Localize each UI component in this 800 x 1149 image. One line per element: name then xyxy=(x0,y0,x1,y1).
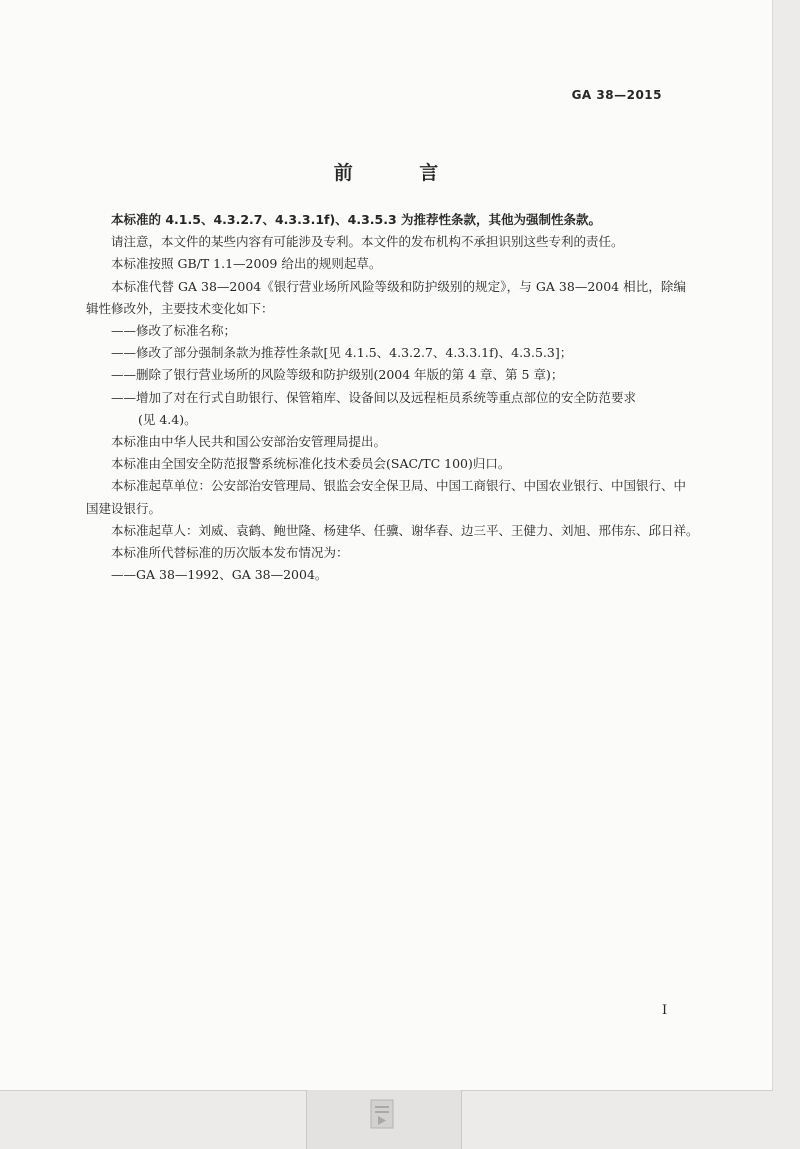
paragraph-proposer: 本标准由中华人民共和国公安部治安管理局提出。 xyxy=(111,434,387,450)
list-item-change-1: ——修改了标准名称； xyxy=(111,323,237,339)
paragraph-drafting-units: 本标准起草单位：公安部治安管理局、银监会安全保卫局、中国工商银行、中国农业银行、中国银行、中国建设银行。 xyxy=(86,478,687,516)
paragraph-drafting-rules: 本标准按照 GB/T 1.1—2009 给出的规则起草。 xyxy=(111,256,382,272)
list-item-change-4: ——增加了对在行式自助银行、保管箱库、设备间以及远程柜员系统等重点部位的安全防范要求 xyxy=(111,389,637,405)
list-item-change-4-continued: (见 4.4)。 xyxy=(138,411,197,427)
document-icon xyxy=(365,1096,401,1132)
page-title: 前 言 xyxy=(333,162,469,184)
paragraph-drafters: 本标准起草人：刘威、袁鹤、鲍世隆、杨建华、任骥、谢华春、边三平、王健力、刘旭、邢伟东、邱日祥。 xyxy=(111,522,699,538)
document-body xyxy=(86,209,699,586)
paragraph-patent-notice: 请注意，本文件的某些内容有可能涉及专利。本文件的发布机构不承担识别这些专利的责任。 xyxy=(111,234,624,250)
standard-number: GA 38—2015 xyxy=(571,88,662,102)
paragraph-replacement: 本标准代替 GA 38—2004《银行营业场所风险等级和防护级别的规定》，与 GA 38—2004 相比，除编辑性修改外，主要技术变化如下： xyxy=(86,278,686,316)
paragraph-committee: 本标准由全国安全防范报警系统标准化技术委员会(SAC/TC 100)归口。 xyxy=(111,456,511,472)
paragraph-recommended-clauses: 本标准的 4.1.5、4.3.2.7、4.3.3.1f)、4.3.5.3 为推荐性条款，其他为强制性条款。 xyxy=(111,212,602,227)
page-number: I xyxy=(662,1003,668,1018)
list-item-history: ——GA 38—1992、GA 38—2004。 xyxy=(111,567,328,583)
paragraph-history-intro: 本标准所代替标准的历次版本发布情况为： xyxy=(111,545,349,561)
bottom-tab[interactable] xyxy=(306,1090,462,1149)
list-item-change-2: ——修改了部分强制条款为推荐性条款[见 4.1.5、4.3.2.7、4.3.3.1f)、4.3.5.3]； xyxy=(111,345,573,361)
list-item-change-3: ——删除了银行营业场所的风险等级和防护级别(2004 年版的第 4 章、第 5 章)； xyxy=(111,367,564,383)
